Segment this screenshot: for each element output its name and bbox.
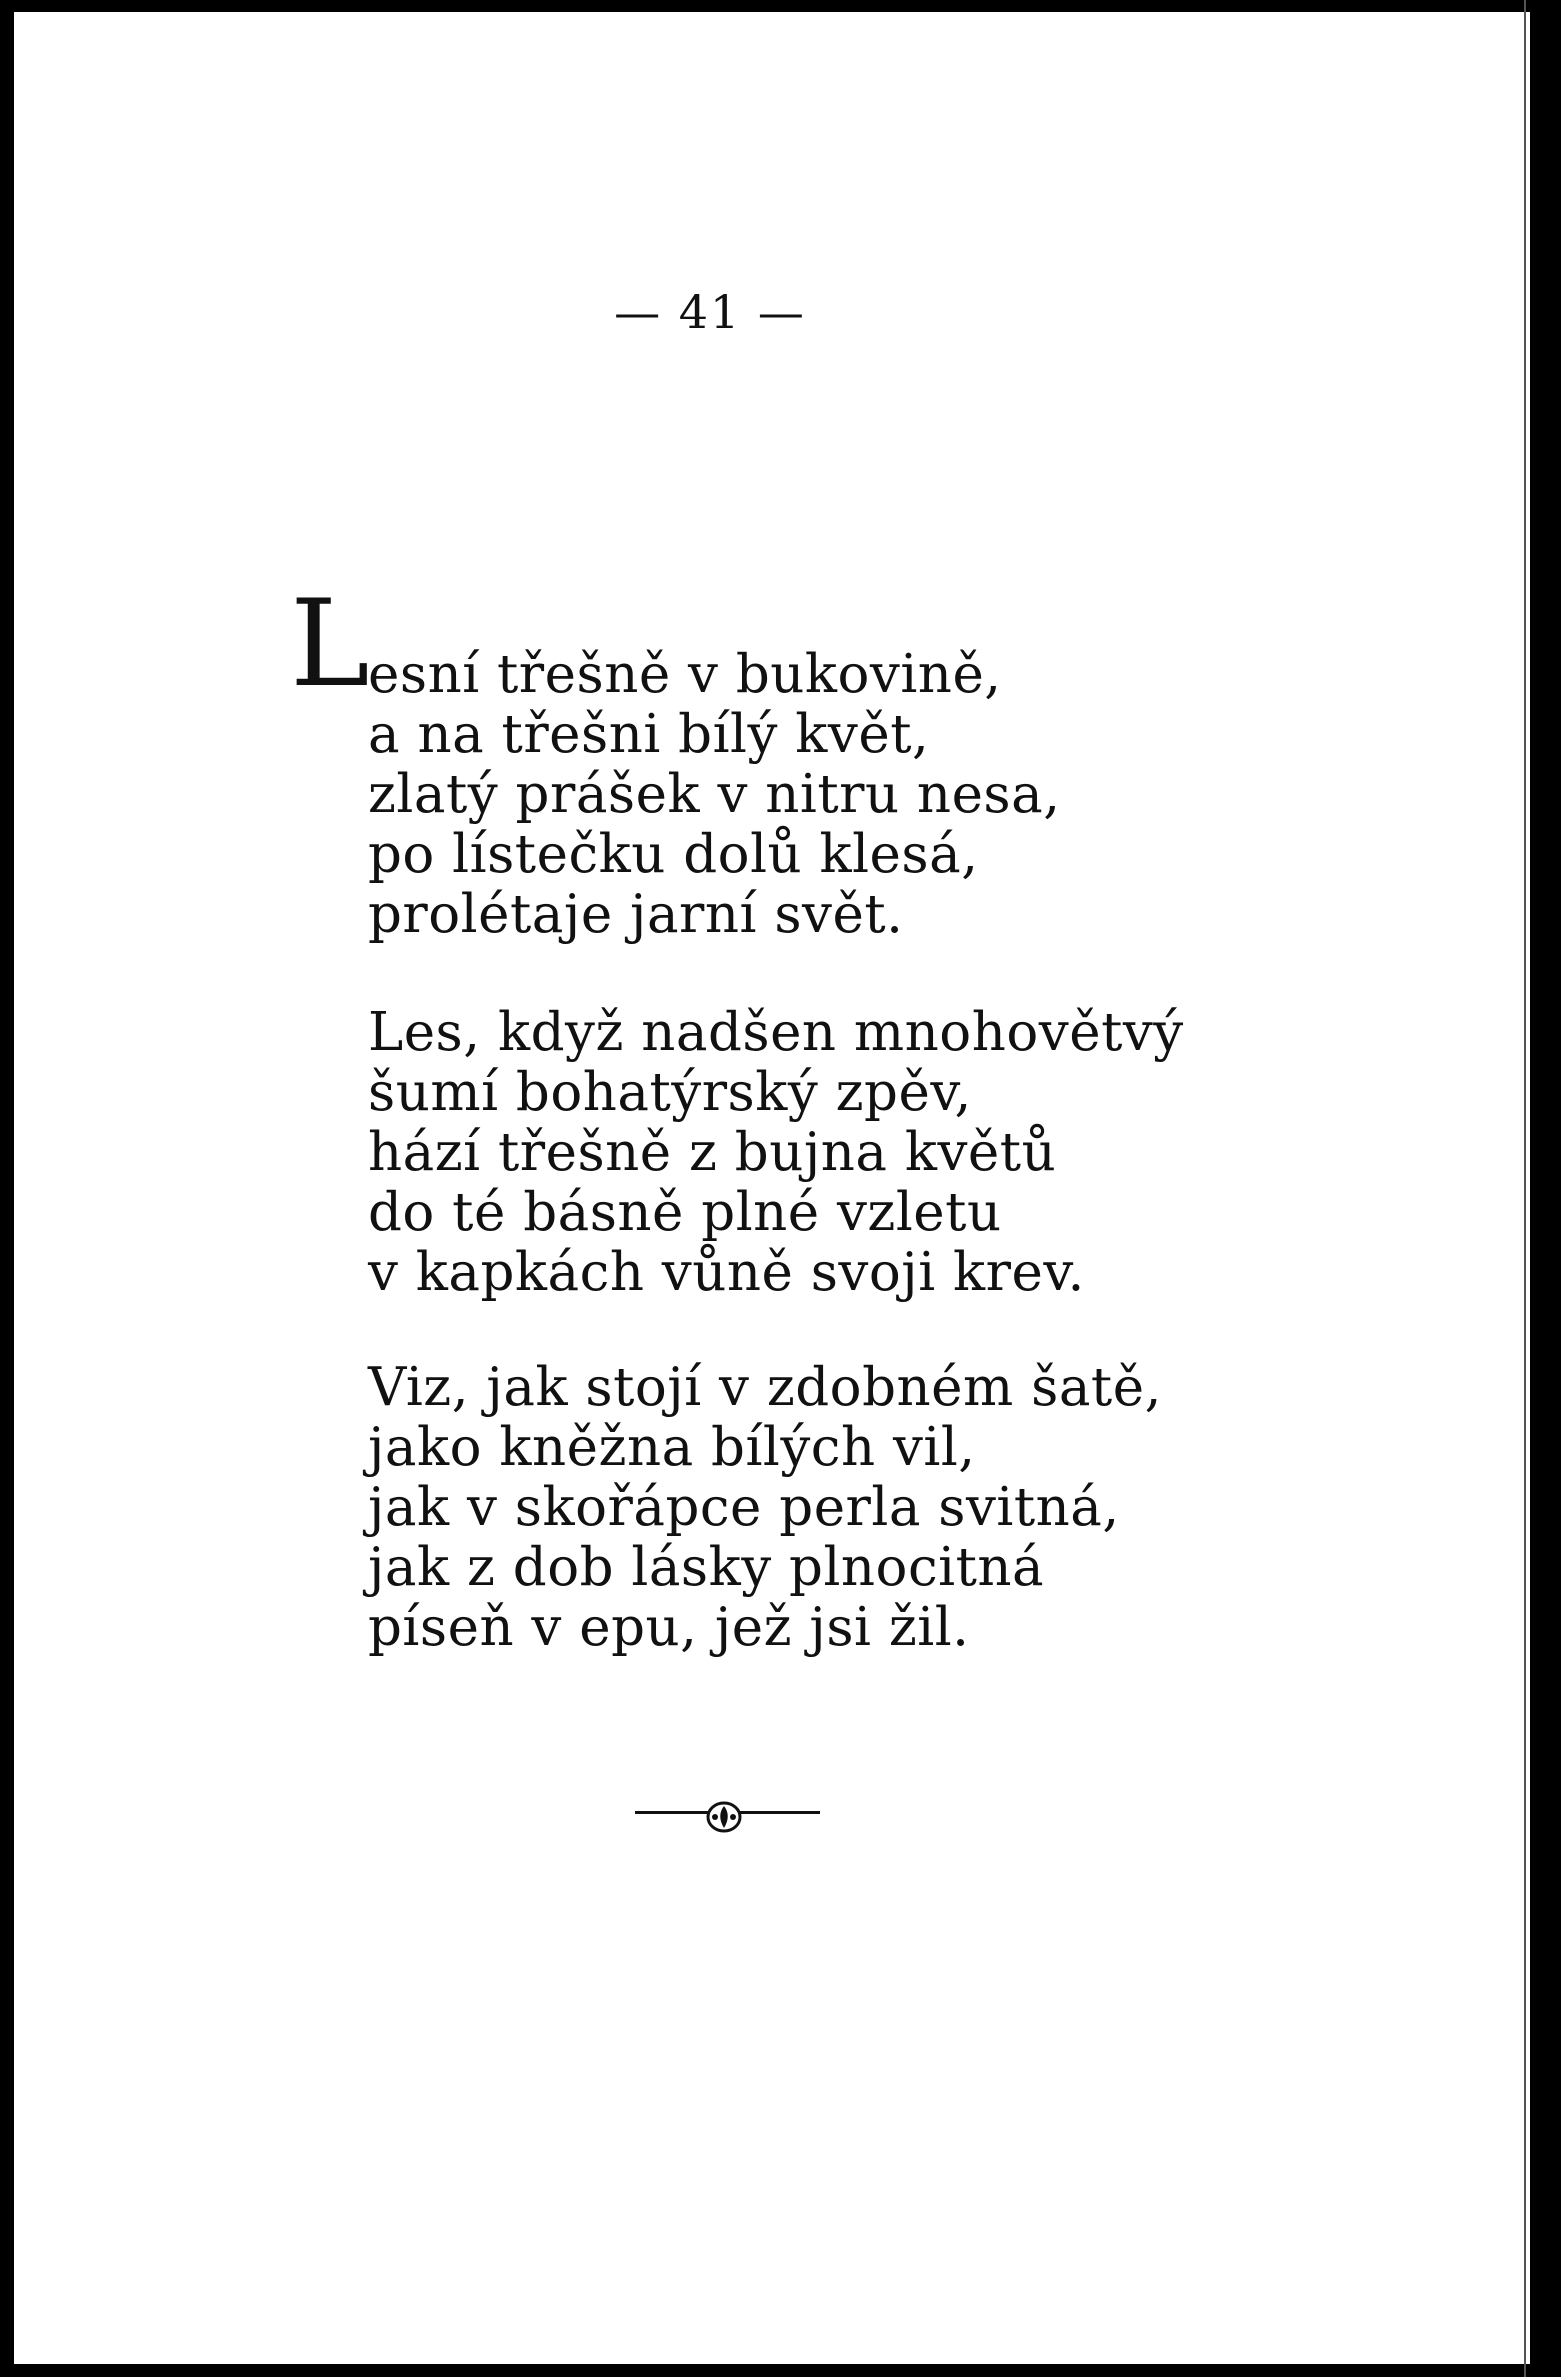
section-end-ornament (635, 1800, 820, 1840)
drop-cap: L (290, 575, 370, 714)
stanza-3 (368, 1358, 1162, 1658)
page-edge-line (1524, 0, 1526, 2377)
fleuron-icon (705, 1800, 743, 1834)
stanza-2 (368, 1003, 1184, 1303)
page-number: — 41 — (614, 285, 806, 339)
poem-line: Viz, jak stojí v zdobném šatě, (368, 1357, 1162, 1418)
poem-line: jak v skořápce perla svitná, (368, 1477, 1120, 1538)
scan-border-left (0, 0, 14, 2377)
stanza-1 (368, 645, 1061, 945)
poem-line: jako kněžna bílých vil, (368, 1417, 976, 1478)
poem-line: prolétaje jarní svět. (368, 884, 904, 945)
scan-border-bottom (0, 2364, 1561, 2377)
scan-border-top (0, 0, 1561, 12)
poem-line: šumí bohatýrský zpěv, (368, 1062, 972, 1123)
poem-line: jak z dob lásky plnocitná (368, 1537, 1045, 1598)
scan-border-right (1530, 0, 1561, 2377)
poem-line: píseň v epu, jež jsi žil. (368, 1597, 970, 1658)
poem-line: po lístečku dolů klesá, (368, 824, 979, 885)
poem-line: zlatý prášek v nitru nesa, (368, 764, 1061, 825)
poem-line: esní třešně v bukovině, (368, 644, 1002, 705)
poem-line: do té básně plné vzletu (368, 1182, 1002, 1243)
poem-line: Les, když nadšen mnohovětvý (368, 1002, 1184, 1063)
poem-line: v kapkách vůně svoji krev. (368, 1242, 1085, 1303)
poem-line: hází třešně z bujna květů (368, 1122, 1057, 1183)
poem-line: a na třešni bílý květ, (368, 704, 930, 765)
